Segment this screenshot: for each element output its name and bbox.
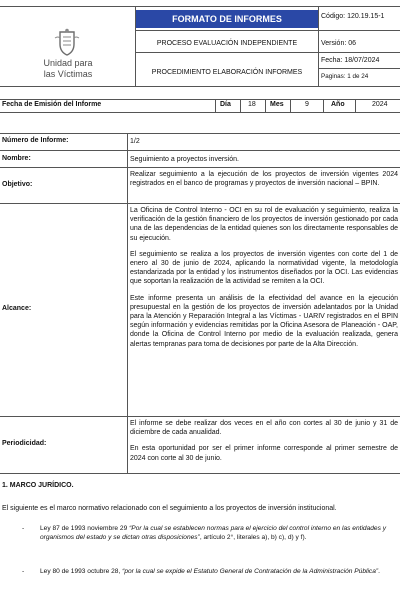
logo-text-line1: Unidad para (43, 58, 93, 68)
procedure-name: PROCEDIMIENTO ELABORACIÓN INFORMES (151, 69, 303, 76)
periodicity-label: Periodicidad: (2, 440, 47, 447)
coat-of-arms-logo-icon (52, 28, 82, 58)
list-dash: - (22, 525, 25, 532)
scope-label: Alcance: (2, 305, 32, 312)
objective-value: Realizar seguimiento a la ejecución de los proyectos de inversión vigentes 2024 registrados en el banco de programas y proyectos de inversión nacional – BPIN. (130, 171, 398, 188)
law-item-1-text (40, 524, 392, 542)
scope-value (130, 206, 398, 356)
law-item-1-title: “Por la cual se establecen normas para el ejercicio del control interno en las entidades y organismos del estado y se dictan otras disposiciones” (40, 525, 387, 541)
report-number-label: Número de Informe: (2, 137, 69, 144)
day-value: 18 (248, 101, 256, 108)
objective-label: Objetivo: (2, 181, 33, 188)
law-item-2-ref: Ley 80 de 1993 octubre 28, (40, 568, 123, 575)
document-code: Código: 120.19.15-1 (321, 13, 385, 20)
name-label: Nombre: (2, 155, 31, 162)
document-header (0, 0, 400, 86)
month-value: 9 (305, 101, 309, 108)
emission-date-row (0, 100, 400, 112)
law-item-1-articles: , artículo 2°, literales a), b) c), d) y f). (199, 534, 307, 541)
year-label: Año (331, 101, 345, 108)
page-count: Paginas: 1 de 24 (321, 73, 369, 80)
list-dash: - (22, 568, 25, 575)
law-item-1 (22, 524, 392, 558)
name-value: Seguimiento a proyectos inversión. (130, 156, 239, 163)
report-number-value: 1/2 (130, 138, 140, 145)
emission-date-label: Fecha de Emisión del Informe (2, 101, 102, 108)
document-version: Versión: 06 (321, 40, 357, 47)
law-item-1-ref: Ley 87 de 1993 noviembre 29 (40, 525, 130, 532)
form-title: FORMATO DE INFORMES (136, 10, 318, 28)
scope-paragraph-2: El seguimiento se realiza a los proyectos de inversión vigentes con corte del 1 de enero al 30 de junio de 2024, aplicando la normatividad vigente, la metodología estandarizada por la entidad y los instrumentos diseñados por la OCI. Las evidencias que soportan la realización de la actividad se remiten a la OCI. (130, 250, 398, 286)
process-name: PROCESO EVALUACIÓN INDEPENDIENTE (156, 40, 298, 47)
legal-framework-intro: El siguiente es el marco normativo relacionado con el seguimiento a los proyectos de inversión institucional. (2, 505, 337, 512)
periodicity-paragraph-2: En esta oportunidad por ser el primer informe corresponde al primer semestre de 2024 con corte al 30 de junio. (130, 445, 398, 462)
document-date: Fecha: 18/07/2024 (321, 57, 380, 64)
logo-text-line2: las Víctimas (43, 69, 93, 79)
law-item-2 (22, 567, 392, 589)
periodicity-paragraph-1: El informe se debe realizar dos veces en el año con cortes al 30 de junio y 31 de diciembre de cada anualidad. (130, 420, 398, 437)
scope-paragraph-1: La Oficina de Control Interno - OCI en su rol de evaluación y seguimiento, realiza la verificación de la gestión financiero de los proyectos de inversión gestionado por cada una de las dependencias de la entidad quienes son los directamente responsables de su ejecución. (130, 207, 398, 242)
month-label: Mes (270, 101, 284, 108)
periodicity-value (130, 419, 398, 470)
year-value: 2024 (372, 101, 388, 108)
logo-cell (0, 0, 135, 86)
law-item-2-title: “por la cual se expide el Estatuto General de Contratación de la Administración Pública” (122, 568, 379, 575)
law-item-2-end: . (378, 568, 380, 575)
day-label: Día (220, 101, 231, 108)
section-title-legal-framework: 1. MARCO JURÍDICO. (2, 482, 74, 489)
scope-paragraph-3: Este informe presenta un análisis de la efectividad del avance en la ejecución presupuestal en la gestión de los proyectos de inversión adelantados por la Unidad para la Atención y Reparación Integral a las Víctimas - UARIV registrados en el BPIN según información y evidencias remitidas por la Oficina Asesora de Planeación - OAP, donde la Oficina de Control Interno por medio de la evaluación realizada, genera alertas tempranas para toma de decisiones por parte de la Alta Dirección. (130, 294, 398, 348)
law-item-2-text (40, 567, 392, 576)
logo-text (28, 58, 108, 80)
